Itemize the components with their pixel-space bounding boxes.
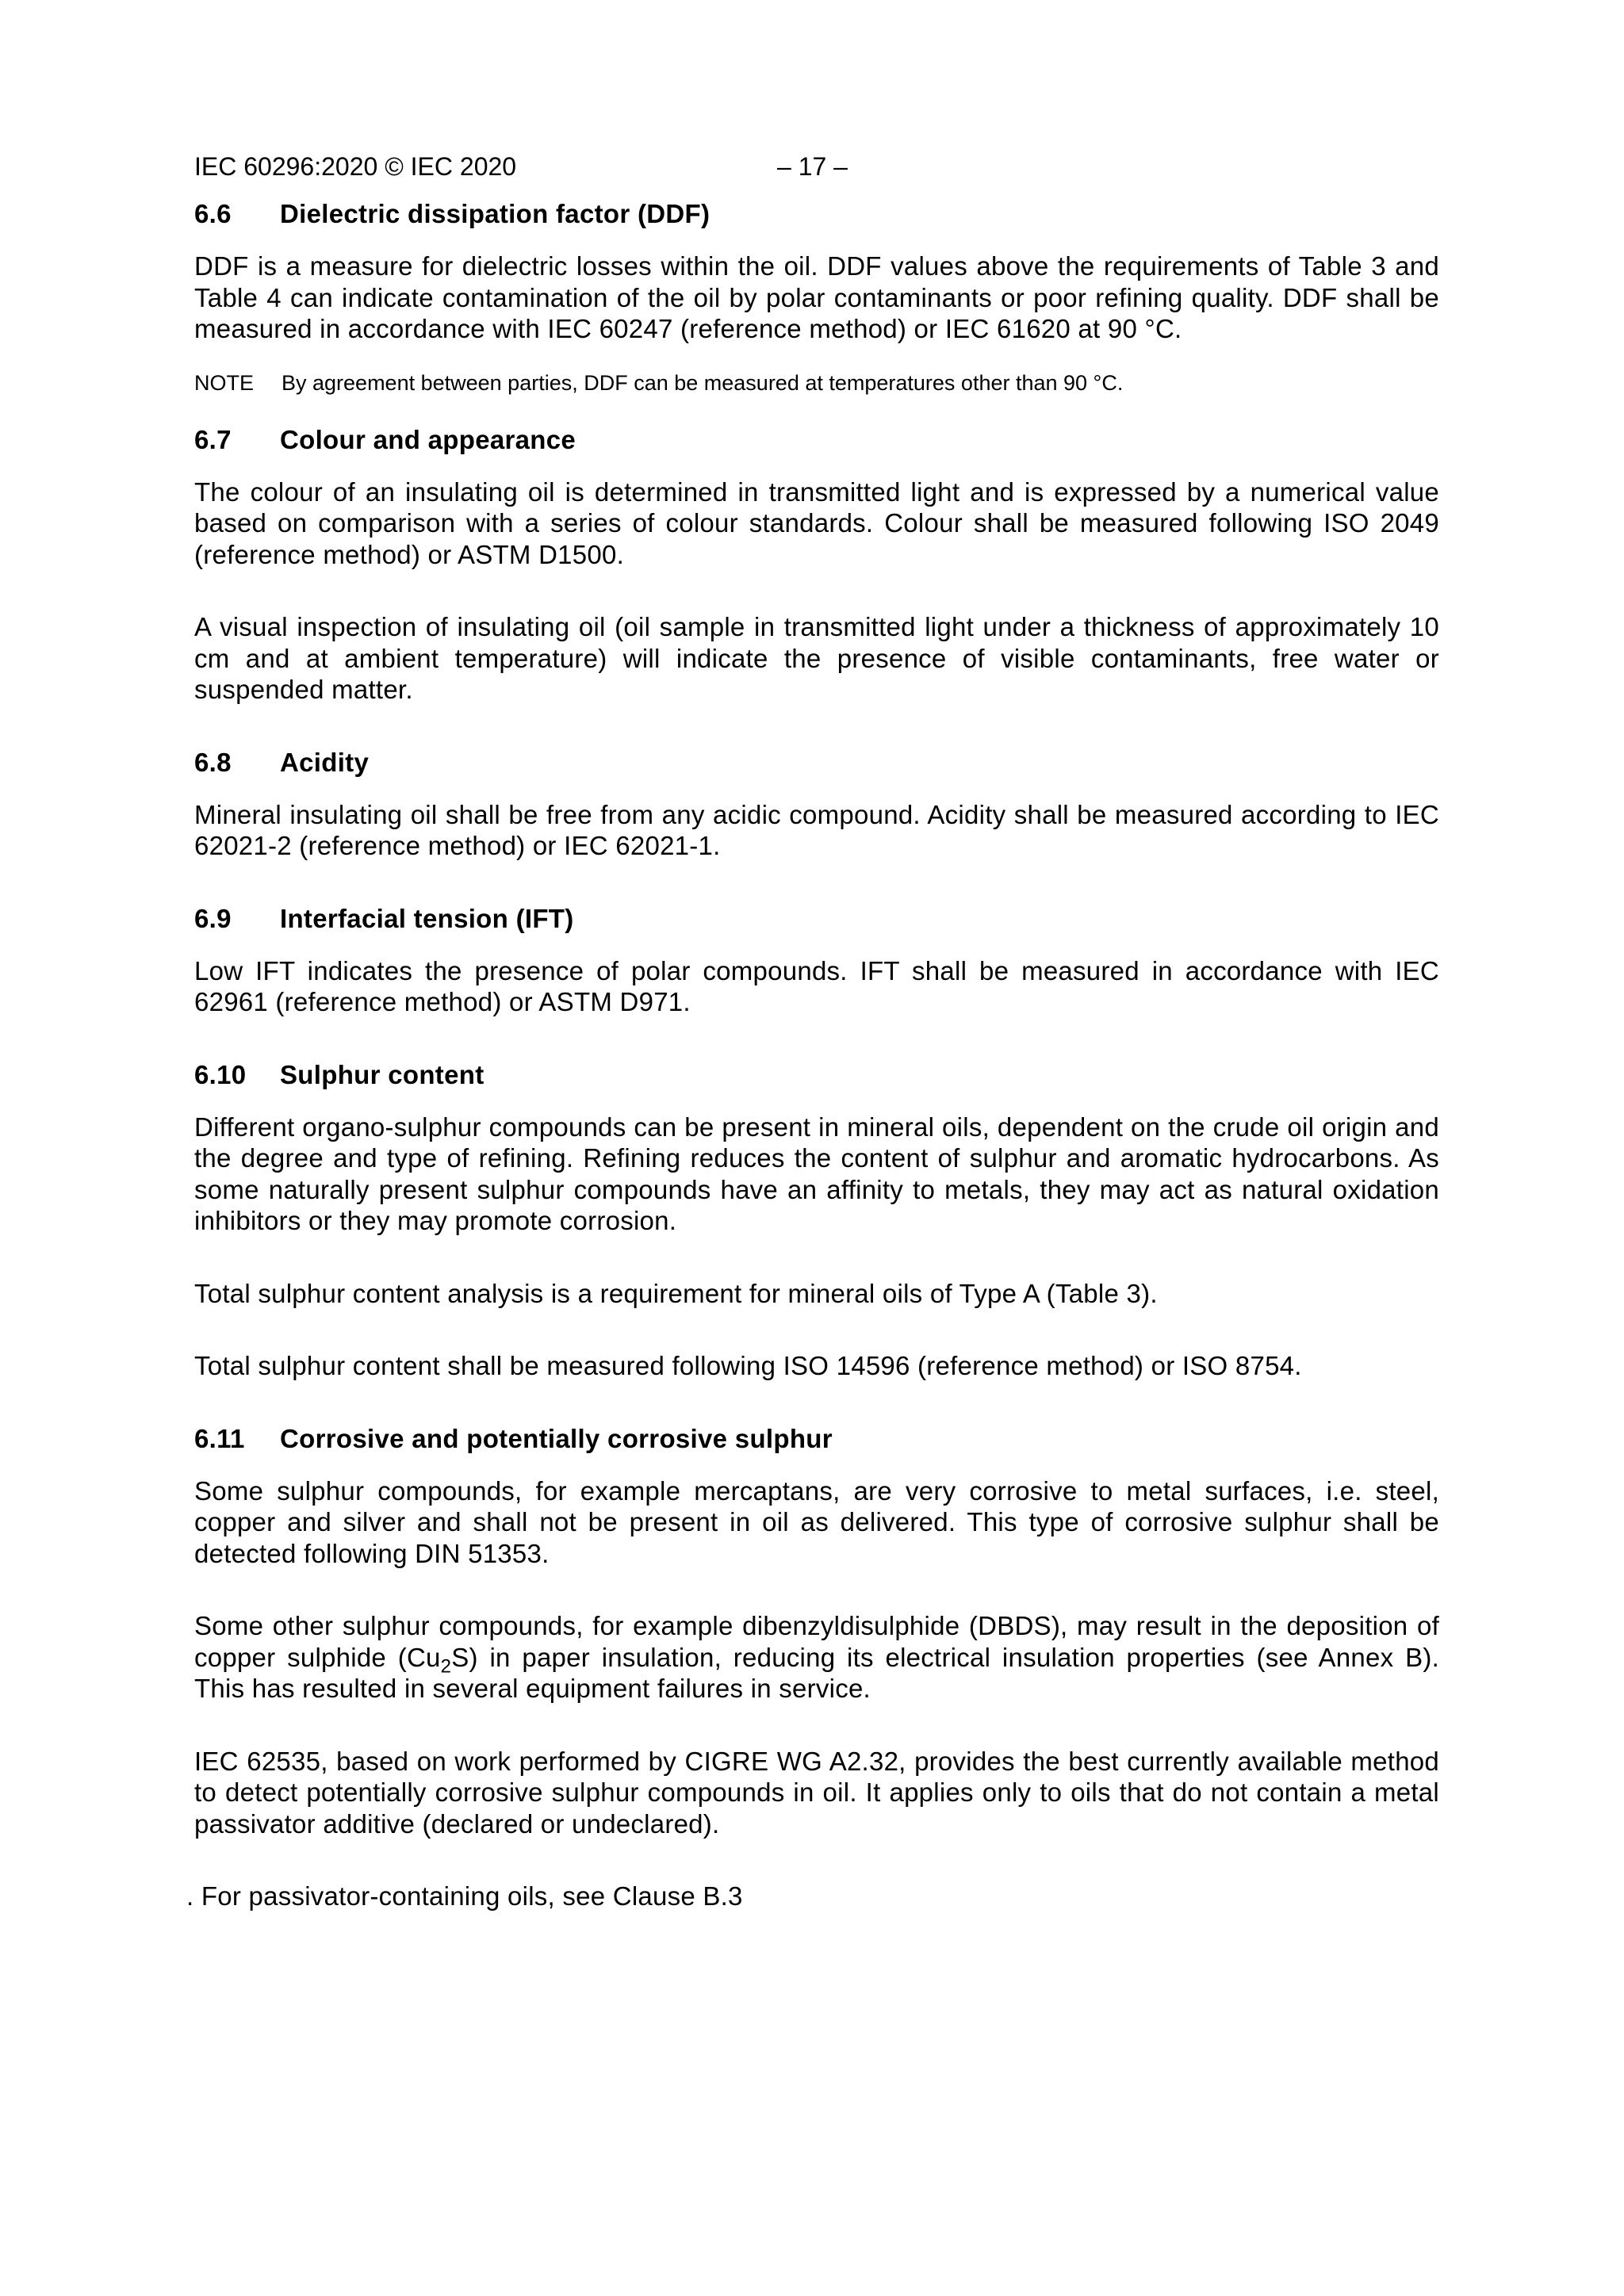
section-6-6 — [194, 198, 1439, 397]
section-title: Interfacial tension (IFT) — [280, 903, 574, 933]
section-number: 6.7 — [194, 424, 232, 454]
note-label: NOTE — [194, 370, 255, 395]
note-text: By agreement between parties, DDF can be measured at temperatures other than 90 °C. — [282, 370, 1124, 395]
section-title: Dielectric dissipation factor (DDF) — [280, 199, 710, 228]
paragraph-text: S) in paper insulation, reducing its electrical insulation properties (see Annex B). This has resulted in several equipment failures in service. — [194, 1642, 1439, 1703]
paragraph: DDF is a measure for dielectric losses within the oil. DDF values above the requirements of Table 3 and Table 4 can indicate contamination of the oil by polar contaminants or poor refining quality. DDF shall be measured in accordance with IEC 60247 (reference method) or IEC 61620 at 90 °C. — [194, 251, 1439, 343]
section-6-7 — [194, 424, 1439, 706]
section-number: 6.9 — [194, 903, 232, 933]
section-6-8 — [194, 747, 1439, 862]
section-number: 6.10 — [194, 1059, 247, 1089]
section-6-9 — [194, 903, 1439, 1018]
section-heading — [194, 903, 1439, 935]
section-title: Acidity — [280, 747, 370, 777]
paragraph: Low IFT indicates the presence of polar compounds. IFT shall be measured in accordance with IEC 62961 (reference method) or ASTM D971. — [194, 955, 1439, 1016]
paragraph-fragment: . For passivator-containing oils, see Clause B.3 — [186, 1881, 743, 1911]
document-page — [186, 151, 1439, 1912]
paragraph: Mineral insulating oil shall be free from any acidic compound. Acidity shall be measured according to IEC 62021-2 (reference method) or IEC 62021-1. — [194, 799, 1439, 860]
paragraph: Some sulphur compounds, for example mercaptans, are very corrosive to metal surfaces, i.e. steel, copper and silver and shall not be present in oil as delivered. This type of corrosive sulphur shall be detected following DIN 51353. — [194, 1475, 1439, 1568]
section-heading — [194, 424, 1439, 456]
running-header — [194, 151, 1439, 198]
section-number: 6.6 — [194, 199, 232, 228]
section-number: 6.11 — [194, 1423, 245, 1453]
section-title: Corrosive and potentially corrosive sulphur — [280, 1423, 833, 1453]
paragraph: Total sulphur content shall be measured following ISO 14596 (reference method) or ISO 8754. — [194, 1351, 1302, 1380]
header-page-number: – 17 – — [777, 152, 848, 181]
paragraph: The colour of an insulating oil is determined in transmitted light and is expressed by a numerical value based on comparison with a series of colour standards. Colour shall be measured following ISO 2049 (reference method) or ASTM D1500. — [194, 476, 1439, 569]
section-heading — [194, 1059, 1439, 1091]
section-6-10 — [194, 1059, 1439, 1382]
section-heading — [194, 198, 1439, 230]
section-6-11 — [186, 1423, 1439, 1912]
header-standard-id: IEC 60296:2020 © IEC 2020 — [194, 152, 517, 181]
section-heading — [194, 747, 1439, 779]
paragraph: A visual inspection of insulating oil (oil sample in transmitted light under a thickness of approximately 10 cm and at ambient temperature) will indicate the presence of visible contaminants, free water or suspended matter. — [194, 612, 1439, 704]
section-title: Sulphur content — [280, 1059, 485, 1089]
paragraph: IEC 62535, based on work performed by CIGRE WG A2.32, provides the best currently available method to detect potentially corrosive sulphur compounds in oil. It applies only to oils that do not contain a metal passivator additive (declared or undeclared). — [194, 1746, 1439, 1839]
paragraph-text: Some other sulphur compounds, for example dibenzyldisulphide (DBDS), may result in the deposition of copper sulphide (Cu — [194, 1611, 1439, 1672]
section-number: 6.8 — [194, 747, 232, 777]
subscript: 2 — [440, 1655, 452, 1678]
paragraph — [194, 1610, 1439, 1705]
paragraph: Different organo-sulphur compounds can be present in mineral oils, dependent on the crude oil origin and the degree and type of refining. Refining reduces the content of sulphur and aromatic hydrocarbons. As some naturally present sulphur compounds have an affinity to metals, they may act as natural oxidation inhibitors or they may promote corrosion. — [194, 1112, 1439, 1235]
note — [194, 369, 1439, 397]
paragraph: Total sulphur content analysis is a requirement for mineral oils of Type A (Table 3). — [194, 1278, 1158, 1308]
section-title: Colour and appearance — [280, 424, 576, 454]
section-heading — [194, 1423, 1439, 1455]
